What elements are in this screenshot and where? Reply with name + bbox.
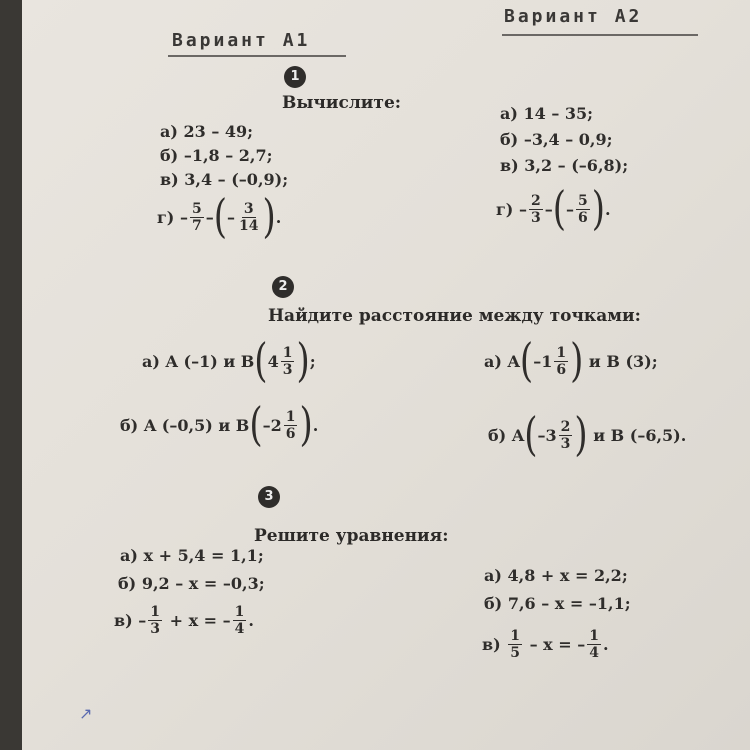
fraction: $\frac{5}{7}$ bbox=[191, 200, 202, 234]
task3-a2-b: б) 7,6 – x = –1,1; bbox=[484, 594, 631, 613]
left-paren: ( bbox=[249, 398, 263, 452]
task3-a1-c-end: . bbox=[248, 611, 254, 630]
mixed-number: –3 $\frac{2}{3}$ bbox=[537, 418, 571, 452]
task2-a1-b-prefix: б) A (–0,5) и B bbox=[120, 415, 250, 435]
right-paren: ) bbox=[299, 398, 313, 452]
task3-a2-c-label: в) bbox=[482, 635, 501, 654]
task2-a1-a bbox=[142, 334, 316, 388]
task1-number-badge: 1 bbox=[284, 66, 306, 88]
task3-a1-a: а) x + 5,4 = 1,1; bbox=[120, 546, 264, 565]
left-paren: ( bbox=[254, 334, 268, 388]
task1-a1-b: б) –1,8 – 2,7; bbox=[160, 146, 273, 165]
variant-a2-underline bbox=[502, 34, 698, 36]
task3-a1-b: б) 9,2 – x = –0,3; bbox=[118, 574, 265, 593]
right-paren: ) bbox=[574, 408, 588, 462]
task1-a1-d bbox=[157, 190, 282, 244]
task2-a2-a-suffix: и B (3); bbox=[588, 351, 658, 371]
task1-a1-c: в) 3,4 – (–0,9); bbox=[160, 170, 289, 189]
task3-a1-c bbox=[114, 604, 254, 637]
variant-a2-title: Вариант А2 bbox=[504, 6, 643, 27]
task2-a1-b-end: . bbox=[312, 415, 319, 435]
right-paren: ) bbox=[262, 190, 276, 244]
task3-a2-a: а) 4,8 + x = 2,2; bbox=[484, 566, 628, 585]
task1-a2-d-label: г) bbox=[496, 199, 514, 219]
pen-mark: ↗ bbox=[79, 704, 93, 723]
left-paren: ( bbox=[213, 190, 227, 244]
page bbox=[22, 0, 750, 750]
task1-a1-d-op: – bbox=[205, 207, 214, 227]
task2-heading: Найдите расстояние между точками: bbox=[268, 306, 641, 326]
task2-a2-b-suffix: и B (–6,5). bbox=[593, 425, 687, 445]
task1-a2-d-inner-minus: – bbox=[565, 199, 574, 219]
task3-a2-c-end: . bbox=[603, 635, 609, 654]
task1-a2-d-end: . bbox=[604, 199, 611, 219]
variant-a1-underline bbox=[168, 55, 346, 57]
task2-a1-a-prefix: а) A (–1) и B bbox=[142, 351, 255, 371]
task1-a1-d-label: г) bbox=[157, 207, 175, 227]
task1-a2-d bbox=[496, 182, 611, 236]
left-paren: ( bbox=[519, 334, 534, 388]
mixed-number: –1 $\frac{1}{6}$ bbox=[533, 344, 567, 378]
task2-a2-a-prefix: а) A bbox=[484, 351, 520, 371]
fraction: $\frac{1}{5}$ bbox=[510, 628, 521, 661]
task3-heading: Решите уравнения: bbox=[254, 526, 449, 546]
task3-a1-c-minus: – bbox=[138, 611, 147, 630]
variant-a1-title: Вариант А1 bbox=[172, 30, 311, 51]
fraction: $\frac{3}{14}$ bbox=[238, 200, 259, 234]
task2-number-badge: 2 bbox=[272, 276, 294, 298]
task1-a2-d-op: – bbox=[544, 199, 553, 219]
right-paren: ) bbox=[296, 334, 310, 388]
mixed-number: –2 $\frac{1}{6}$ bbox=[262, 408, 296, 442]
task1-a2-a: а) 14 – 35; bbox=[500, 104, 594, 123]
task1-a1-d-inner-minus: – bbox=[226, 207, 235, 227]
task3-a1-c-mid: + x = – bbox=[169, 611, 231, 630]
task2-a1-a-end: ; bbox=[309, 351, 316, 371]
right-paren: ) bbox=[570, 334, 584, 388]
task1-heading: Вычислите: bbox=[282, 93, 402, 113]
task1-a1-d-minus: – bbox=[179, 207, 188, 227]
task2-a2-a bbox=[484, 334, 658, 388]
left-paren: ( bbox=[552, 182, 566, 236]
task2-a1-b bbox=[120, 398, 319, 452]
task1-a2-d-minus: – bbox=[518, 199, 527, 219]
task3-a2-c-mid: – x = – bbox=[529, 635, 586, 654]
task1-a2-b: б) –3,4 – 0,9; bbox=[500, 130, 613, 149]
fraction: $\frac{5}{6}$ bbox=[577, 192, 588, 226]
fraction: $\frac{1}{3}$ bbox=[150, 604, 161, 637]
task2-a2-b bbox=[488, 408, 687, 462]
fraction: $\frac{1}{4}$ bbox=[234, 604, 245, 637]
task1-a1-d-end: . bbox=[275, 207, 282, 227]
task1-a1-a: а) 23 – 49; bbox=[160, 122, 254, 141]
fraction: $\frac{1}{4}$ bbox=[589, 628, 599, 661]
left-paren: ( bbox=[524, 408, 538, 462]
task3-number-badge: 3 bbox=[258, 486, 280, 508]
task3-a2-c bbox=[482, 628, 609, 661]
task3-a1-c-label: в) bbox=[114, 611, 133, 630]
fraction: $\frac{2}{3}$ bbox=[530, 192, 541, 226]
task2-a2-b-prefix: б) A bbox=[488, 425, 525, 445]
task1-a2-c: в) 3,2 – (–6,8); bbox=[500, 156, 629, 175]
right-paren: ) bbox=[591, 182, 605, 236]
mixed-number: 4 $\frac{1}{3}$ bbox=[267, 344, 293, 378]
